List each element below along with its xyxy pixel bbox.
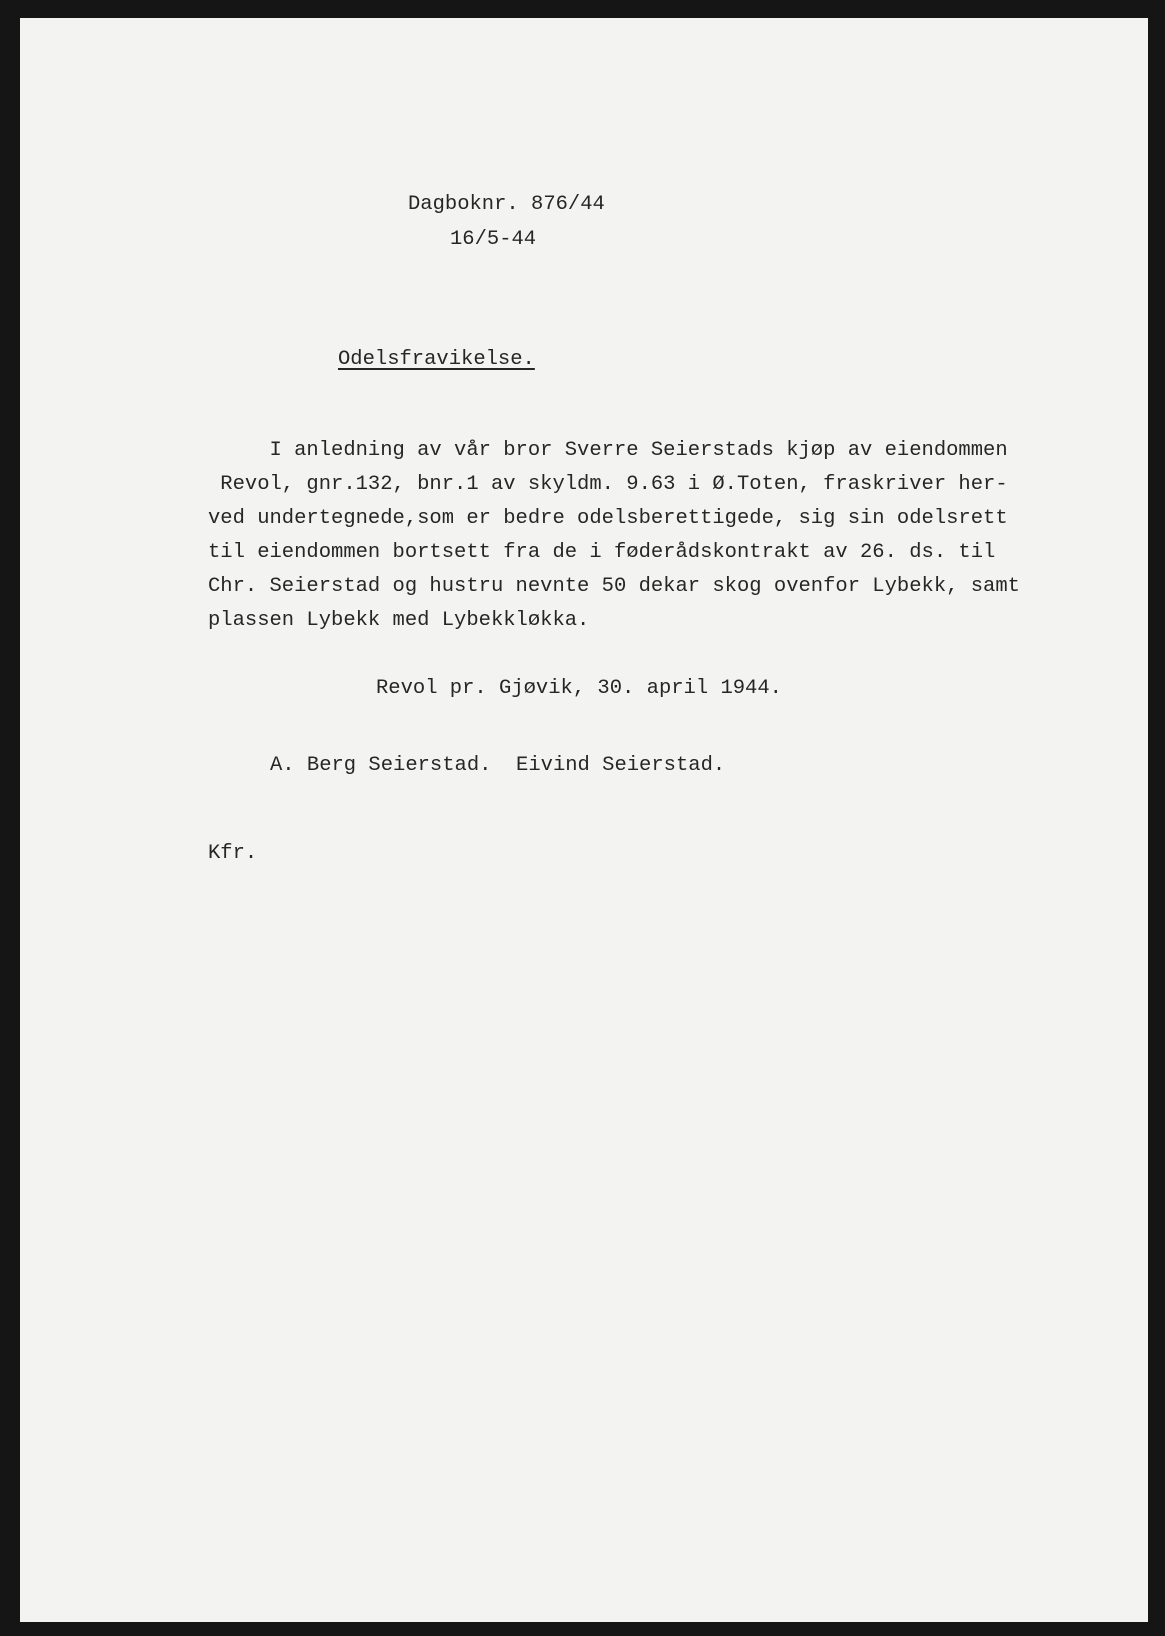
signatures: A. Berg Seierstad. Eivind Seierstad.	[270, 754, 726, 777]
note-kfr: Kfr.	[208, 842, 258, 865]
document-page	[20, 18, 1148, 1622]
place-and-date: Revol pr. Gjøvik, 30. april 1944.	[376, 677, 782, 700]
body-paragraph: I anledning av vår bror Sverre Seierstads kjøp av eiendommen Revol, gnr.132, bnr.1 av skyldm. 9.63 i Ø.Toten, fraskriver her- ved undertegnede,som er bedre odelsberettigede, sig sin odelsrett til eiendommen bortsett fra de i føderådskontrakt av 26. ds. til Chr. Seierstad og hustru nevnte 50 dekar skog ovenfor Lybekk, samt plassen Lybekk med Lybekkløkka.	[208, 439, 1020, 632]
document-title	[338, 343, 535, 377]
title-text: Odelsfravikelse	[338, 348, 523, 371]
title-period: .	[522, 348, 535, 371]
journal-date: 16/5-44	[450, 228, 537, 251]
journal-number: Dagboknr. 876/44	[408, 193, 605, 216]
